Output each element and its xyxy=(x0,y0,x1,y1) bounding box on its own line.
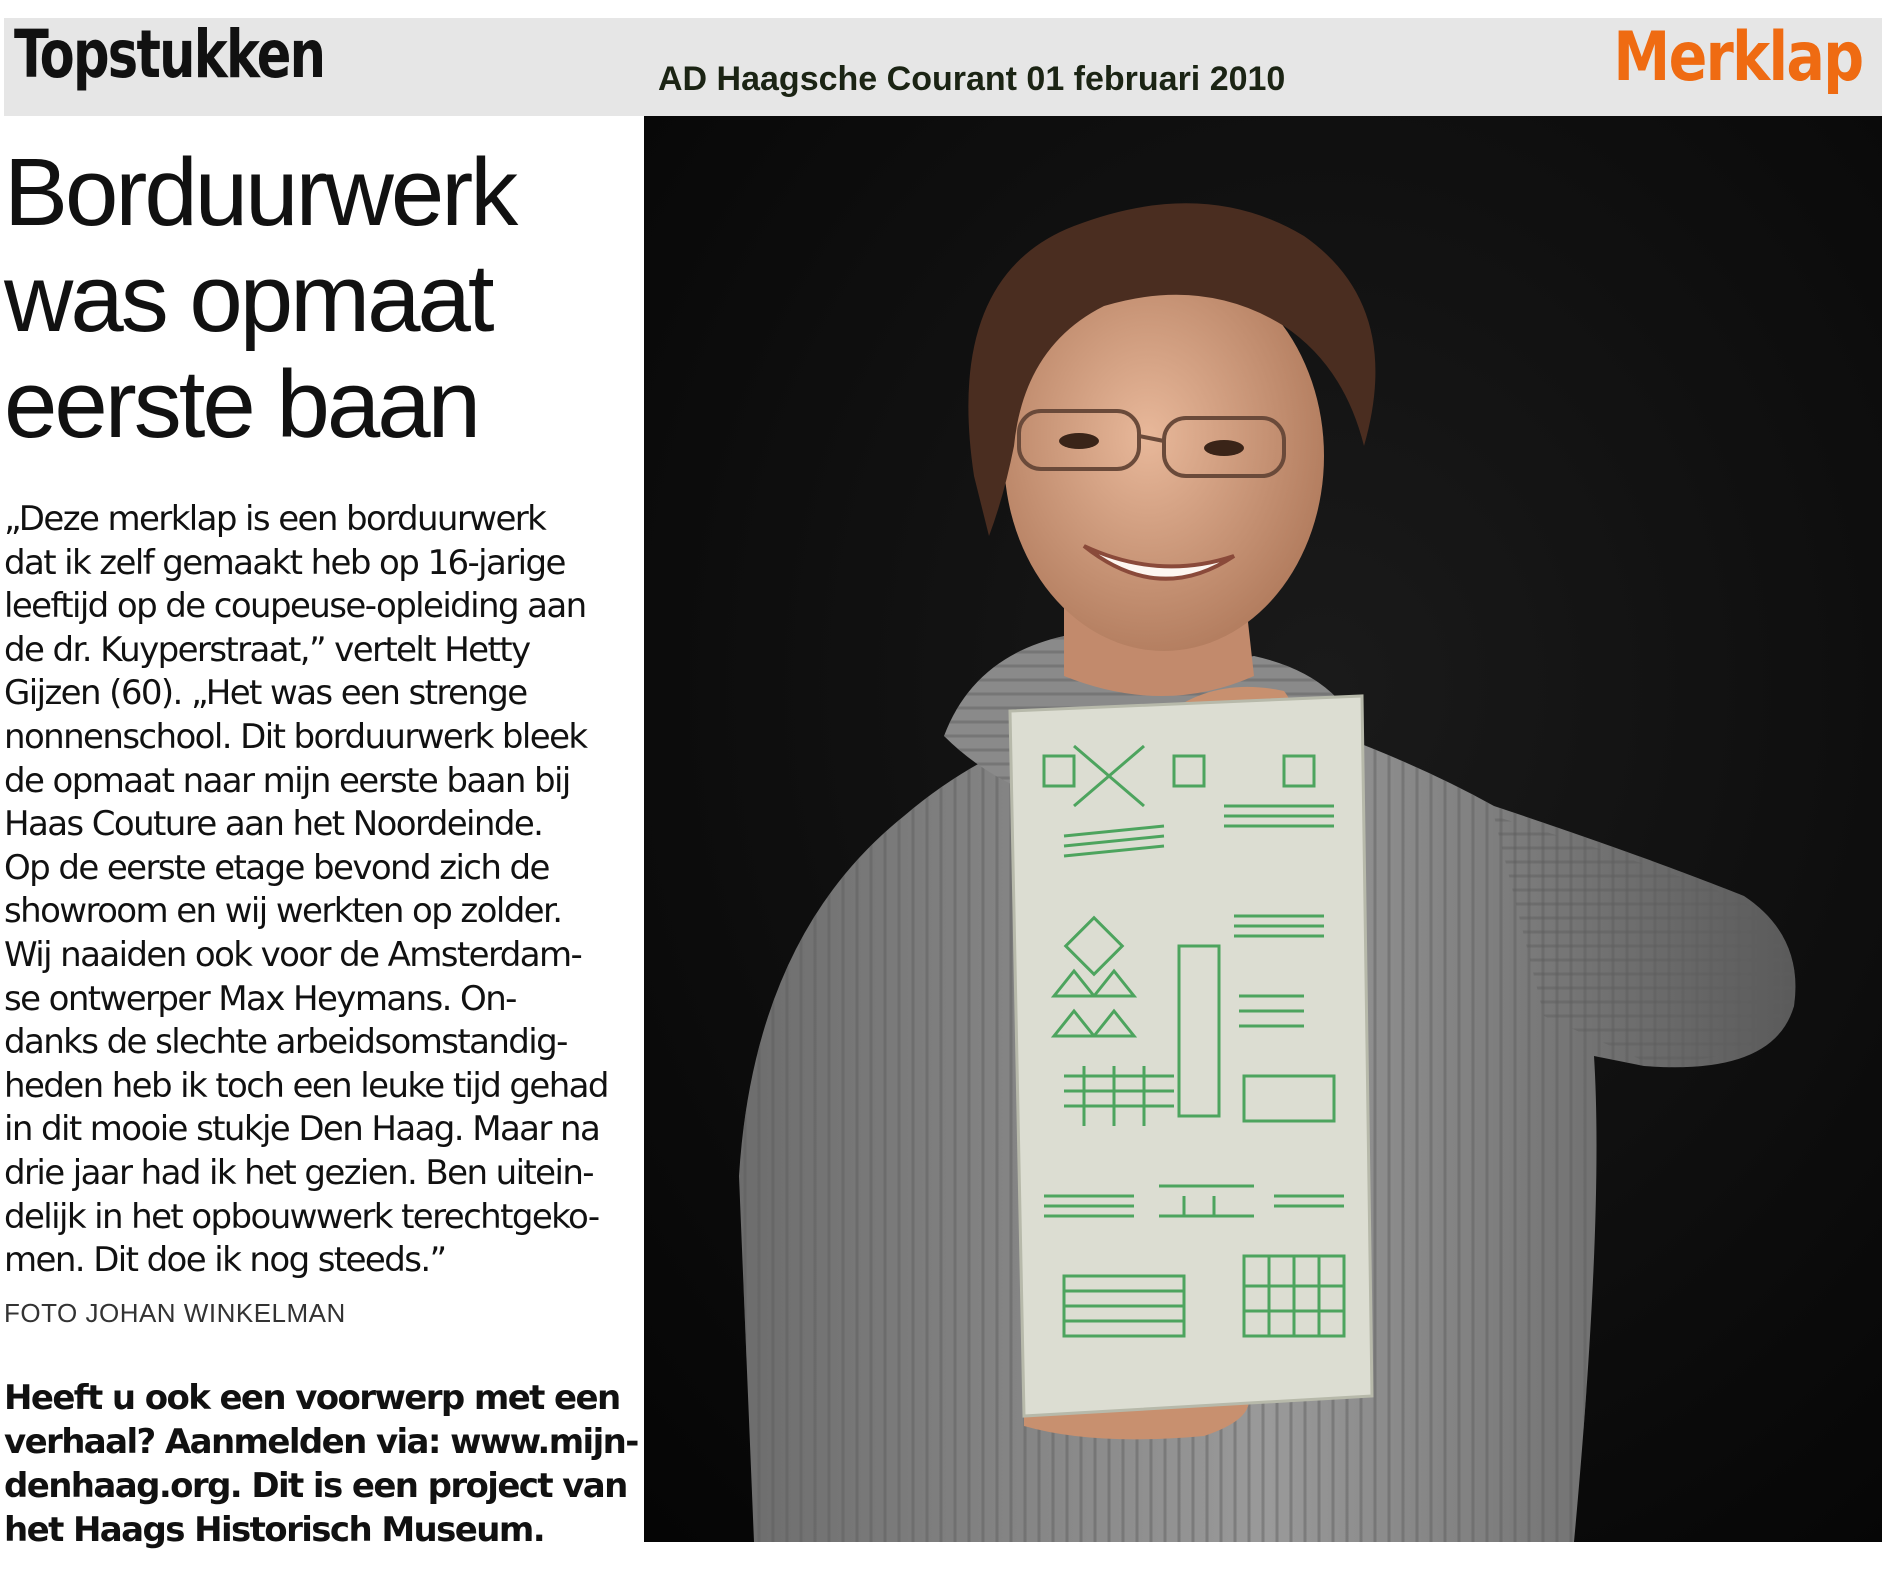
body-line: delijk in het opbouwwerk terechtgeko- xyxy=(4,1196,599,1237)
cta-line: verhaal? Aanmelden via: www.mijn- xyxy=(4,1422,638,1462)
body-line: „Deze merklap is een borduurwerk xyxy=(4,499,546,539)
call-to-action xyxy=(4,1376,644,1552)
headline xyxy=(4,140,634,458)
body-line: Op de eerste etage bevond zich de xyxy=(4,847,549,888)
portrait-photo xyxy=(644,116,1882,1542)
body-line: de dr. Kuyperstraat,” vertelt Hetty xyxy=(4,629,530,670)
body-line: Wij naaiden ook voor de Amsterdam- xyxy=(4,934,582,975)
cta-line: het Haags Historisch Museum. xyxy=(4,1510,545,1550)
photo-credit: FOTO JOHAN WINKELMAN xyxy=(4,1298,346,1328)
body-line: showroom en wij werkten op zolder. xyxy=(4,891,562,932)
body-line: Haas Couture aan het Noordeinde. xyxy=(4,804,543,845)
body-line: danks de slechte arbeidsomstandig- xyxy=(4,1022,567,1063)
section-label: Topstukken xyxy=(14,16,325,93)
portrait-illustration xyxy=(644,116,1882,1542)
body-line: leeftijd op de coupeuse-opleiding aan xyxy=(4,586,586,627)
cta-line: denhaag.org. Dit is een project van xyxy=(4,1466,627,1506)
headline-line: was opmaat xyxy=(4,245,492,352)
body-line: heden heb ik toch een leuke tijd gehad xyxy=(4,1065,608,1106)
body-line: Gijzen (60). „Het was een strenge xyxy=(4,673,527,714)
cta-line: Heeft u ook een voorwerp met een xyxy=(4,1378,620,1418)
headline-line: Borduurwerk xyxy=(4,139,516,246)
body-line: drie jaar had ik het gezien. Ben uitein- xyxy=(4,1152,593,1193)
body-line: men. Dit doe ik nog steeds.” xyxy=(4,1240,446,1281)
body-line: dat ik zelf gemaakt heb op 16-jarige xyxy=(4,542,565,583)
article-body xyxy=(4,498,644,1283)
body-line: de opmaat naar mijn eerste baan bij xyxy=(4,760,570,801)
topic-label: Merklap xyxy=(1613,18,1862,97)
dateline: AD Haagsche Courant 01 februari 2010 xyxy=(658,60,1286,98)
body-line: nonnenschool. Dit borduurwerk bleek xyxy=(4,716,587,757)
body-line: se ontwerper Max Heymans. On- xyxy=(4,978,516,1019)
body-line: in dit mooie stukje Den Haag. Maar na xyxy=(4,1109,600,1150)
headline-line: eerste baan xyxy=(4,351,479,458)
